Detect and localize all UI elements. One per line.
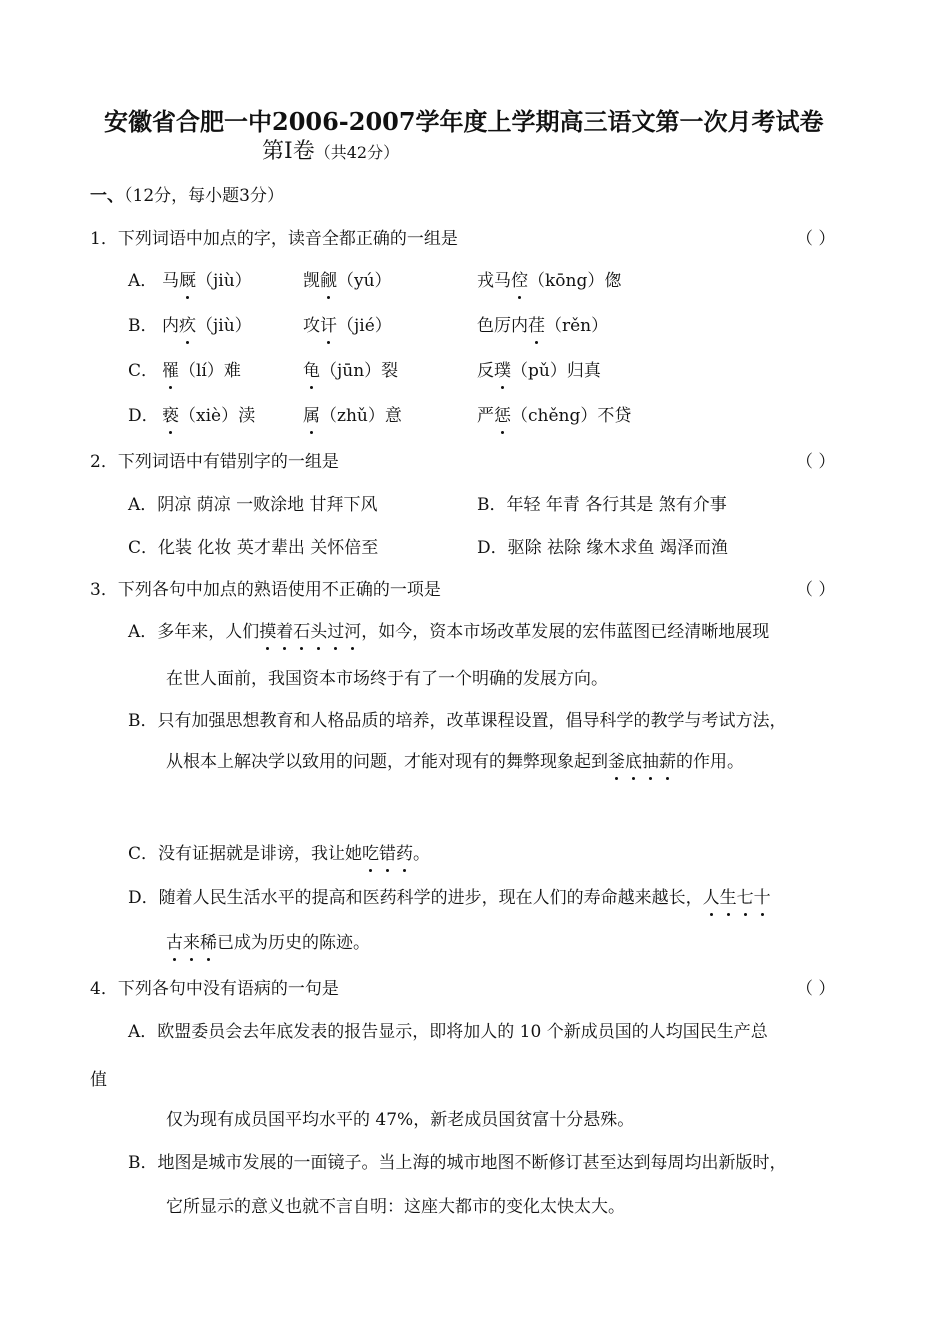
q1-option-c-label: C．	[128, 361, 159, 381]
q3-option-b-line1: B．只有加强思想教育和人格品质的培养，改革课程设置，倡导科学的教学与考试方法，	[128, 711, 787, 731]
q1-option-a-word3: 戎马倥（kōng）偬	[477, 271, 622, 291]
q1-option-d-word3: 严惩（chěng）不贷	[477, 406, 632, 426]
q1-option-a-label: A．	[128, 271, 158, 291]
q3-answer-blank[interactable]: （ ）	[796, 580, 836, 600]
q4-answer-blank[interactable]: （ ）	[796, 979, 836, 999]
q2-option-a: A．阴凉 荫凉 一败涂地 甘拜下风	[128, 495, 378, 515]
q2-stem: 2．下列词语中有错别字的一组是	[90, 452, 339, 472]
section-score-note: （12分，每小题3分）	[124, 186, 284, 206]
part-score-note: （共42分）	[314, 143, 400, 162]
q1-option-d-word2: 属（zhǔ）意	[303, 406, 402, 426]
q1-option-c-word3: 反璞（pǔ）归真	[477, 361, 601, 381]
q1-stem: 1．下列词语中加点的字，读音全都正确的一组是	[90, 229, 458, 249]
part-heading	[262, 138, 399, 167]
q2-answer-blank[interactable]: （ ）	[796, 452, 836, 472]
q1-option-c-word1: 罹（lí）难	[162, 361, 241, 381]
section-heading	[90, 184, 284, 208]
q1-option-c-word2: 龟（jūn）裂	[303, 361, 399, 381]
q1-answer-blank[interactable]: （ ）	[796, 229, 836, 249]
q1-option-d-word1: 亵（xiè）渎	[162, 406, 256, 426]
q3-option-b-line2: 从根本上解决学以致用的问题，才能对现有的舞弊现象起到釜底抽薪的作用。	[166, 752, 744, 772]
q1-option-b-word1: 内疚（jiù）	[162, 316, 252, 336]
q3-option-a-line1: A．多年来，人们摸着石头过河，如今，资本市场改革发展的宏伟蓝图已经清晰地展现	[128, 622, 770, 642]
q4-stem: 4．下列各句中没有语病的一句是	[90, 979, 339, 999]
q1-option-a-word2: 觊觎（yú）	[303, 271, 392, 291]
q4-option-a-line2: 仅为现有成员国平均水平的 47%，新老成员国贫富十分悬殊。	[166, 1110, 635, 1130]
q3-option-c: C．没有证据就是诽谤，我让她吃错药。	[128, 844, 431, 864]
q2-option-b: B．年轻 年青 各行其是 煞有介事	[477, 495, 727, 515]
q2-option-c: C．化装 化妆 英才辈出 关怀倍至	[128, 538, 379, 558]
q4-option-b-line1: B．地图是城市发展的一面镜子。当上海的城市地图不断修订甚至达到每周均出新版时，	[128, 1153, 787, 1173]
q1-option-b-label: B．	[128, 316, 158, 336]
q4-option-a-wrap: 值	[90, 1070, 107, 1090]
q4-option-b-line2: 它所显示的意义也就不言自明：这座大都市的变化太快太大。	[166, 1197, 625, 1217]
q3-option-d-line2: 古来稀已成为历史的陈迹。	[166, 933, 370, 953]
q1-option-b-word3: 色厉内荏（rěn）	[477, 316, 609, 336]
part-label: 第Ⅰ卷	[262, 139, 315, 164]
section-number: 一、	[90, 186, 124, 206]
q1-option-d-label: D．	[128, 406, 159, 426]
q1-option-a-word1: 马厩（jiù）	[162, 271, 252, 291]
q3-option-d-line1: D．随着人民生活水平的提高和医药科学的进步，现在人们的寿命越来越长，人生七十	[128, 888, 771, 908]
q3-stem: 3．下列各句中加点的熟语使用不正确的一项是	[90, 580, 441, 600]
exam-title: 安徽省合肥一中2006-2007学年度上学期高三语文第一次月考试卷	[104, 107, 824, 136]
q3-option-a-line2: 在世人面前，我国资本市场终于有了一个明确的发展方向。	[166, 669, 608, 689]
q4-option-a-line1: A．欧盟委员会去年底发表的报告显示，即将加人的 10 个新成员国的人均国民生产总	[128, 1022, 768, 1042]
q1-option-b-word2: 攻讦（jié）	[303, 316, 392, 336]
q2-option-d: D．驱除 祛除 缘木求鱼 竭泽而渔	[477, 538, 728, 558]
